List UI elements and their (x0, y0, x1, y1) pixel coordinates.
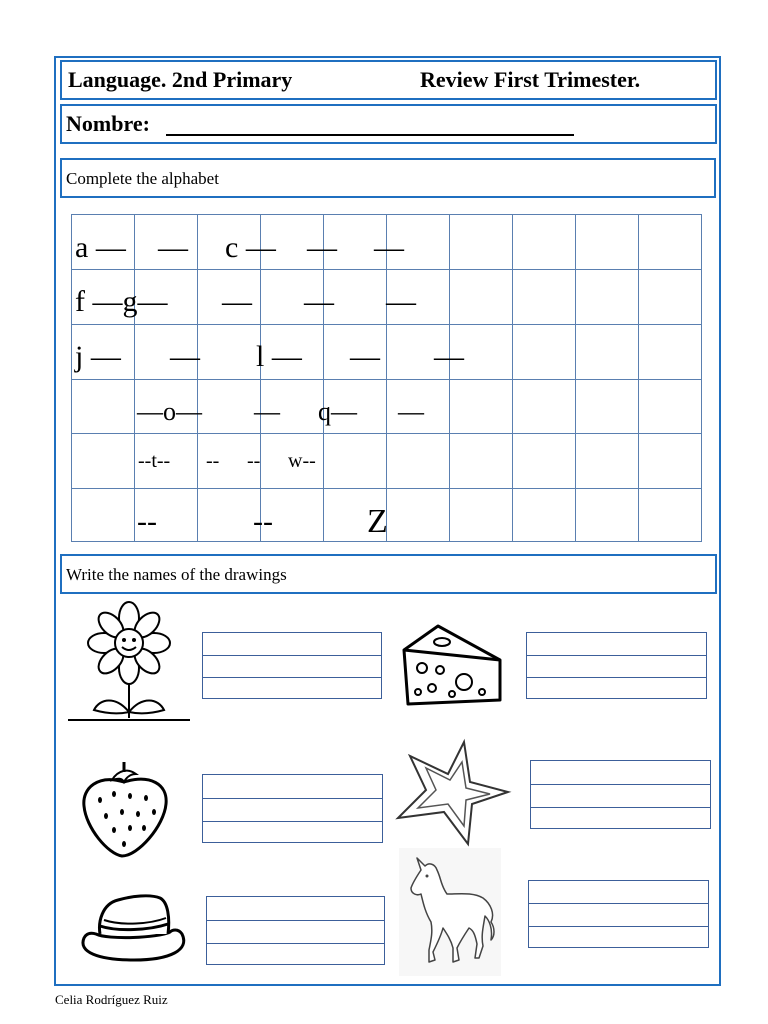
answer-box-star[interactable] (530, 760, 711, 829)
alphabet-cell: Z (367, 503, 388, 540)
grid-line (72, 269, 701, 270)
alphabet-cell: -- (253, 505, 273, 538)
section-alphabet-title: Complete the alphabet (66, 169, 219, 188)
alphabet-cell: w-- (288, 450, 316, 472)
name-write-line[interactable] (166, 134, 574, 136)
subject-title: Language. 2nd Primary (68, 67, 293, 92)
strawberry-icon (78, 758, 170, 860)
alphabet-cell: — (434, 340, 464, 373)
header-box (60, 60, 717, 100)
section-drawings-title: Write the names of the drawings (66, 565, 287, 584)
name-box (60, 104, 717, 144)
worksheet-frame (54, 56, 721, 986)
alphabet-cell: — (398, 397, 424, 426)
grid-line (197, 215, 198, 541)
alphabet-cell: — (350, 340, 380, 373)
horse-icon (399, 848, 501, 976)
alphabet-cell: — (158, 231, 188, 264)
grid-line (72, 324, 701, 325)
alphabet-cell: — (254, 397, 280, 426)
grid-line (638, 215, 639, 541)
grid-line (575, 215, 576, 541)
author-footer: Celia Rodríguez Ruiz (55, 992, 168, 1007)
alphabet-cell: — (304, 285, 334, 318)
flower-icon (66, 600, 192, 724)
answer-box-cheese[interactable] (526, 632, 707, 699)
alphabet-cell: c — (225, 231, 276, 264)
section-drawings-header (60, 554, 717, 594)
alphabet-cell: — (307, 231, 337, 264)
answer-box-horse[interactable] (528, 880, 709, 948)
alphabet-cell: -- (247, 450, 261, 472)
alphabet-cell: j — (75, 340, 121, 373)
answer-box-flower[interactable] (202, 632, 382, 699)
alphabet-cell: — (222, 285, 252, 318)
alphabet-cell: -- (137, 505, 157, 538)
alphabet-cell: q— (318, 397, 357, 426)
hat-icon (78, 888, 190, 964)
alphabet-grid[interactable] (71, 214, 702, 542)
name-label: Nombre: (66, 111, 150, 136)
review-title: Review First Trimester. (420, 67, 641, 92)
answer-box-strawberry[interactable] (202, 774, 383, 843)
alphabet-cell: —o— (137, 397, 202, 426)
grid-line (72, 379, 701, 380)
section-alphabet-header (60, 158, 716, 198)
grid-line (512, 215, 513, 541)
alphabet-cell: — (170, 340, 200, 373)
alphabet-cell: a — (75, 231, 126, 264)
cheese-icon (398, 620, 504, 706)
grid-line (449, 215, 450, 541)
alphabet-cell: --t-- (138, 450, 171, 472)
star-icon (392, 738, 512, 848)
alphabet-cell: — (374, 231, 404, 264)
alphabet-cell: -- (206, 450, 220, 472)
grid-line (72, 433, 701, 434)
grid-line (134, 215, 135, 541)
grid-line (72, 488, 701, 489)
alphabet-cell: l — (256, 340, 302, 373)
alphabet-cell: — (386, 285, 416, 318)
answer-box-hat[interactable] (206, 896, 385, 965)
alphabet-cell: f —g— (75, 285, 168, 318)
